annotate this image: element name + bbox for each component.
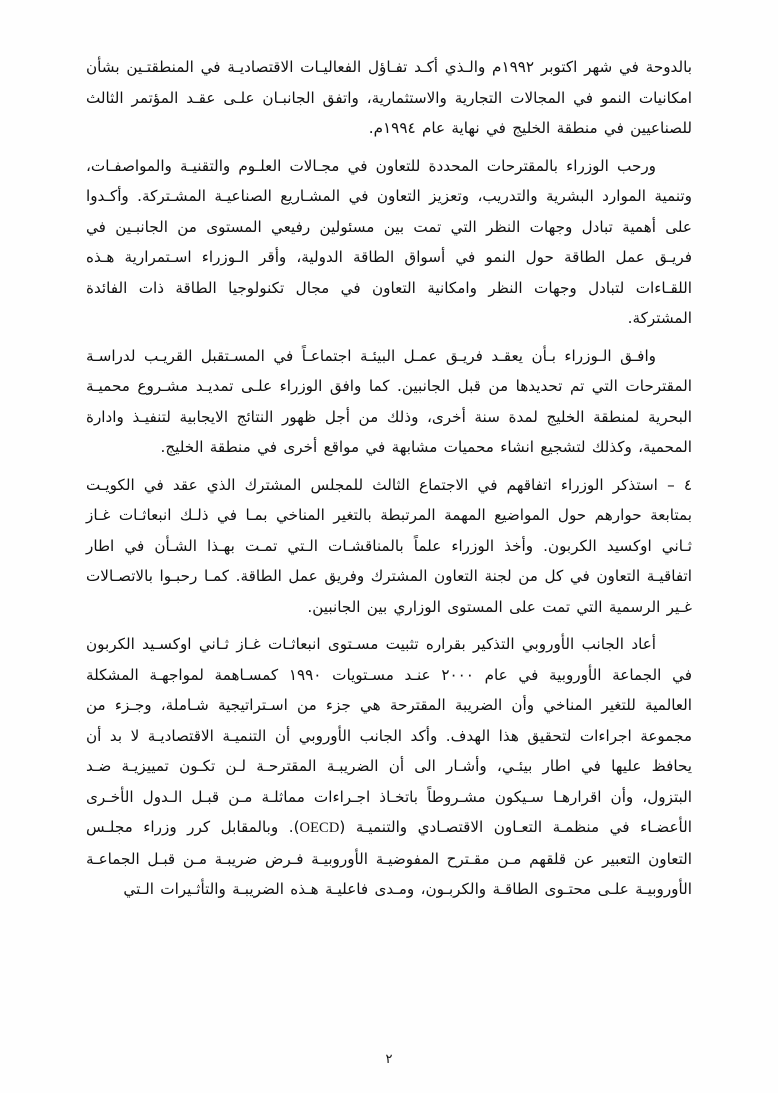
- page-number: ٢: [385, 1052, 393, 1067]
- document-body: [86, 52, 692, 1033]
- paragraph-2: ورحب الوزراء بالمقترحات المحددة للتعاون في مجـالات العلـوم والتقنيـة والمواصفـات، وتنمية الموارد البشرية والتدريب، وتعزيز التعاون في المشـاريع الصناعيـة المشـتركة. وأكـدوا على أهمية تبادل وجهات النظر التي تمت بين مسئولين رفيعي المستوى من الجانبـين في فريـق عمل الطاقة حول النمو في أسواق الطاقة الدولية، وأقر الـوزراء اسـتمرارية هـذه اللقـاءات لتبادل وجهات النظر وامكانية التعاون في مجال تكنولوجيا الطاقة ذات الفائدة المشتركة.: [86, 156, 692, 327]
- paragraph-5-text-before-acronym: أعاد الجانب الأوروبي التذكير بقراره تثبيت مسـتوى انبعاثـات غـاز ثـاني اوكسـيد الكربون في الجماعة الأوروبية في عام ٢٠٠٠ عنـد مسـتويات ١٩٩٠ كمسـاهمة لمواجهـة المشكلة العالمية للتغير المناخي وأن الضريبة المقترحة هي جزء من اسـتراتيجية شـاملة، وجـزء من مجموعة اجراءات لتحقيق هذا الهدف. وأكد الجانب الأوروبي أن التنميـة الاقتصاديـة لا بد أن يحافظ عليها في اطار بيئـي، وأشـار الى أن الضريبـة المقترحـة لـن تكـون تمييزيـة ضـد البتزول، وأن اقرارهـا سـيكون مشـروطاً باتخـاذ اجـراءات مماثلـة مـن قبـل الـدول الأخـرى الأعضـاء في منظمـة التعـاون الاقتصـادي والتنميـة (: [86, 635, 693, 836]
- paragraph-3: وافـق الـوزراء بـأن يعقـد فريـق عمـل البيئـة اجتماعـاً في المسـتقبل القريـب لدراسـة المقترحات التي تم تحديدها من قبل الجانبين. كما وافق الوزراء علـى تمديـد مشـروع محميـة البحرية لمنطقة الخليج لمدة سنة أخرى، وذلك من أجل ظهور النتائج الايجابية لتنفيـذ وادارة المحمية، وكذلك لتشجيع انشاء محميات مشابهة في مواقع أخرى في منطقة الخليج.: [86, 346, 692, 456]
- paragraph-4-numbered-item: ٤ – استذكر الوزراء اتفاقهم في الاجتماع الثالث للمجلس المشترك الذي عقد في الكويـت بمتابعة حوارهم حول المواضيع المهمة المرتبطة بالتغير المناخي بمـا في ذلـك انبعاثـات غـاز ثـاني اوكسيد الكربون. وأخذ الوزراء علماً بالمناقشـات الـتي تمـت بهـذا الشـأن في اطار اتفاقيـة التعاون في كل من لجنة التعاون المشترك وفريق عمل الطاقة. كمـا رحبـوا بالاتصـالات غـير الرسمية التي تمت على المستوى الوزاري بين الجانبين.: [86, 475, 692, 616]
- paragraph-5-text-after-acronym: ). وبالمقابل كرر وزراء مجلـس التعاون التعبير عن قلقهم مـن مقـترح المفوضيـة الأوروبيـة فـرض ضريبـة مـن قبـل الجماعـة الأوروبيـة علـى محتـوى الطاقـة والكربـون، ومـدى فاعليـة هـذه الضريبـة والتأثـيرات الـتي: [86, 818, 692, 898]
- paragraph-1: بالدوحة في شهر اكتوبر ١٩٩٢م والـذي أكـد تفـاؤل الفعاليـات الاقتصاديـة في المنطقتـين بشأن امكانيات النمو في المجالات التجارية والاستثمارية، واتفق الجانبـان علـى عقـد المؤتمر الثالث للصناعيين في منطقة الخليج في نهاية عام ١٩٩٤م.: [86, 58, 692, 137]
- oecd-acronym: OECD: [299, 820, 340, 836]
- paragraph-5: [86, 629, 692, 905]
